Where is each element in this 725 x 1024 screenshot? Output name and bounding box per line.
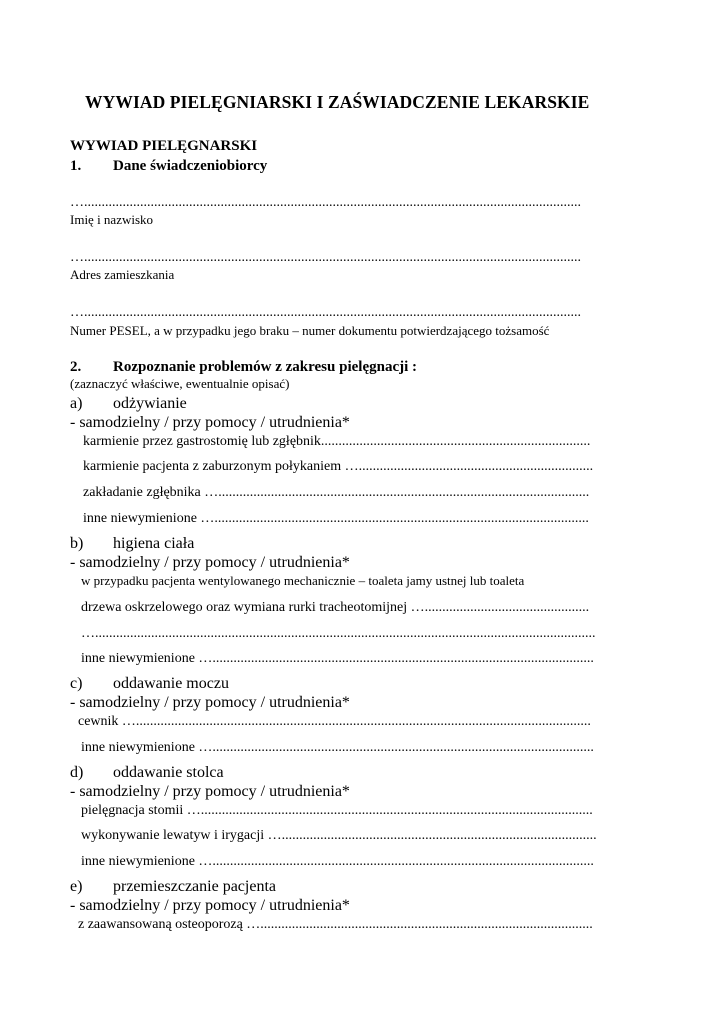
- item-c-line-2[interactable]: inne niewymienione ….............................................................................................................: [81, 740, 594, 755]
- pesel-field-line[interactable]: …..............................................................................................................................................: [70, 305, 581, 320]
- pesel-field-label: Numer PESEL, a w przypadku jego braku – numer dokumentu potwierdzającego tożsamość: [70, 323, 550, 338]
- item-b-line-3[interactable]: …...............................................................................................................................................: [81, 626, 596, 641]
- item-b-line-4[interactable]: inne niewymienione ….............................................................................................................: [81, 651, 594, 666]
- item-c-letter: c): [70, 675, 83, 692]
- item-e-name: przemieszczanie pacjenta: [113, 878, 276, 895]
- item-a-line-2[interactable]: karmienie pacjenta z zaburzonym połykaniem …...................................................................: [83, 459, 594, 474]
- name-field-line[interactable]: …..............................................................................................................................................: [70, 195, 581, 210]
- item-d-options[interactable]: - samodzielny / przy pomocy / utrudnienia*: [70, 783, 350, 800]
- address-field-label: Adres zamieszkania: [70, 267, 175, 282]
- item-e-letter: e): [70, 878, 83, 895]
- item-a-letter: a): [70, 395, 83, 412]
- item-b-letter: b): [70, 535, 84, 552]
- item-b-name: higiena ciała: [113, 535, 195, 552]
- item-d-name: oddawanie stolca: [113, 764, 224, 781]
- item-d-line-1[interactable]: pielęgnacja stomii …................................................................................................................: [81, 803, 593, 818]
- item-a-line-3[interactable]: zakładanie zgłębnika …..........................................................................................................: [83, 485, 590, 500]
- item-d-letter: d): [70, 764, 84, 781]
- item-a-line-1[interactable]: karmienie przez gastrostomię lub zgłębnik.............................................................................: [83, 434, 591, 449]
- item-a-name: odżywianie: [113, 395, 187, 412]
- section1-number: 1.: [70, 158, 82, 174]
- item-a-options[interactable]: - samodzielny / przy pomocy / utrudnienia*: [70, 414, 350, 431]
- section1-heading: Dane świadczeniobiorcy: [113, 158, 268, 174]
- item-c-line-1[interactable]: cewnik …..................................................................................................................................: [78, 714, 591, 729]
- item-b-line-1: w przypadku pacjenta wentylowanego mechanicznie – toaleta jamy ustnej lub toaleta: [81, 573, 525, 588]
- item-b-options[interactable]: - samodzielny / przy pomocy / utrudnienia*: [70, 554, 350, 571]
- item-a-line-4[interactable]: inne niewymienione …...........................................................................................................: [83, 511, 589, 526]
- item-c-options[interactable]: - samodzielny / przy pomocy / utrudnienia*: [70, 694, 350, 711]
- item-c-name: oddawanie moczu: [113, 675, 229, 692]
- item-d-line-2[interactable]: wykonywanie lewatyw i irygacji …..........................................................................................: [81, 828, 597, 843]
- item-b-line-2[interactable]: drzewa oskrzelowego oraz wymiana rurki tracheotomijnej …...............................................: [81, 600, 590, 615]
- page-title: WYWIAD PIELĘGNIARSKI I ZAŚWIADCZENIE LEKARSKIE: [85, 92, 590, 112]
- item-e-line-1[interactable]: z zaawansowaną osteoporozą …...............................................................................................: [78, 917, 593, 932]
- section2-heading: Rozpoznanie problemów z zakresu pielęgnacji :: [113, 359, 418, 375]
- address-field-line[interactable]: …..............................................................................................................................................: [70, 250, 581, 265]
- item-d-line-3[interactable]: inne niewymienione ….............................................................................................................: [81, 854, 594, 869]
- item-e-options[interactable]: - samodzielny / przy pomocy / utrudnienia*: [70, 897, 350, 914]
- section2-number: 2.: [70, 359, 82, 375]
- subtitle: WYWIAD PIELĘGNARSKI: [70, 138, 258, 154]
- section2-note: (zaznaczyć właściwe, ewentualnie opisać): [70, 376, 290, 391]
- name-field-label: Imię i nazwisko: [70, 212, 154, 227]
